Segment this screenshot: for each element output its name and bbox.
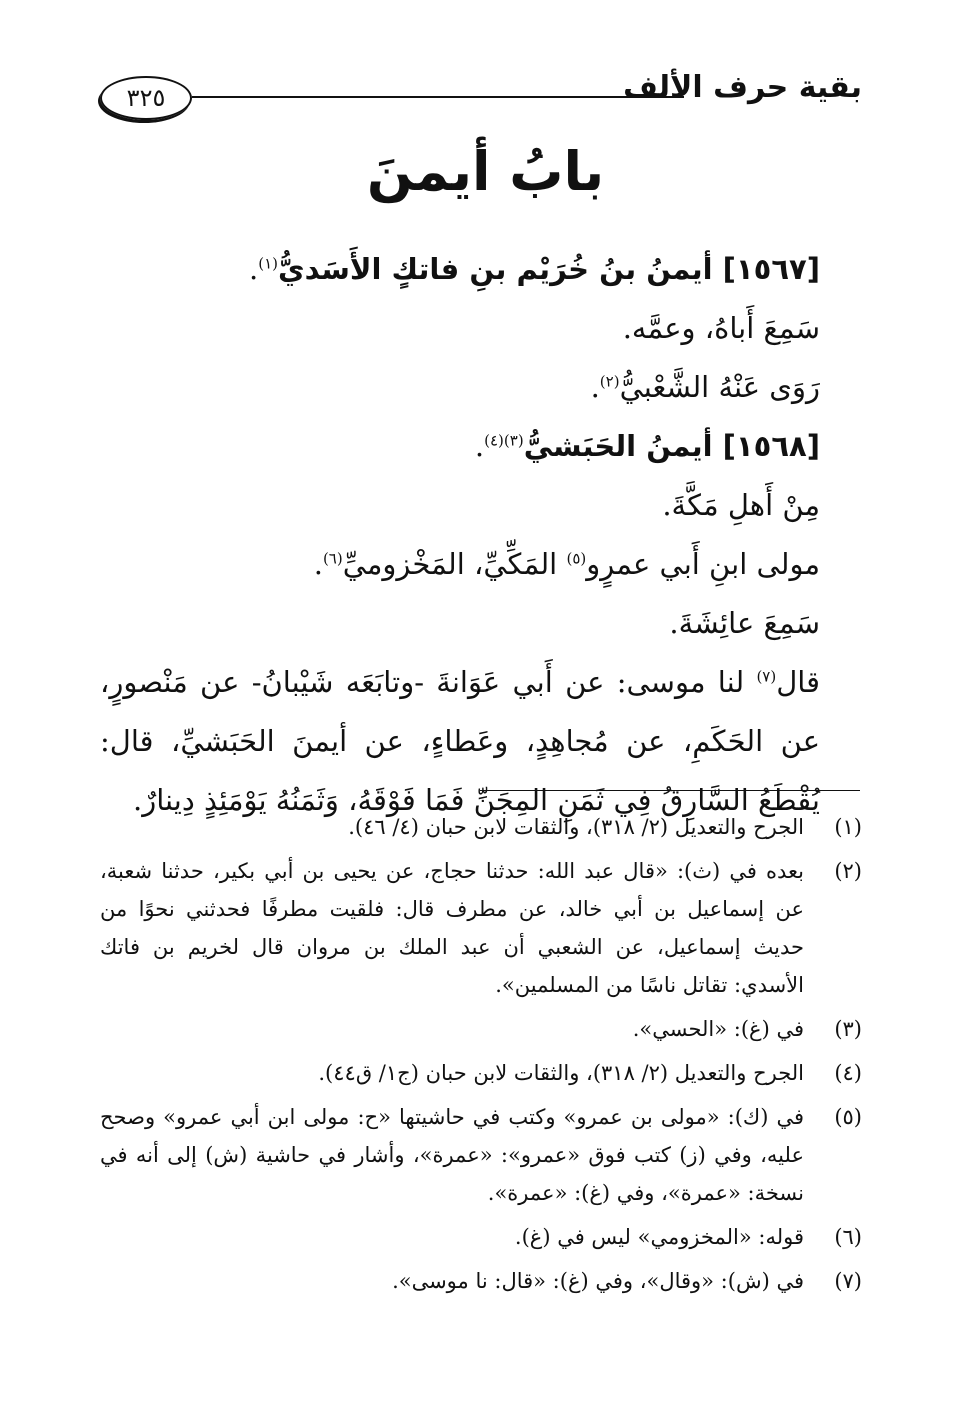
footnote-ref[interactable]: (٣)(٤)	[484, 431, 524, 450]
footnote-ref[interactable]: (٥)	[566, 549, 587, 568]
footnote-ref[interactable]: (١)	[258, 254, 279, 273]
footnote-item	[100, 1010, 862, 1048]
footnote-ref[interactable]: (٦)	[322, 549, 343, 568]
footnote-separator	[480, 790, 860, 791]
footnote-text: الجرح والتعديل (٢/ ٣١٨)، والثقات لابن حبان (ج١/ ق٤٤).	[318, 1061, 804, 1085]
footnote-item	[100, 1098, 862, 1212]
footnote-text: في (ك): «مولى بن عمرو» وكتب في حاشيتها «ح: مولى ابن أبي عمرو» وصحح عليه، وفي (ز) كتب فوق «عمرو»: «عمرة»، وأشار في حاشية (ش) إلى أنه في نسخة: «عمرة»، وفي (غ): «عمرة».	[100, 1105, 804, 1205]
footnote-number: (٢)	[834, 859, 862, 883]
entry-line-text: المَكِّيِّ، المَخْزوميِّ	[342, 547, 567, 581]
paragraph-text: لنا موسى: عن أَبي عَوَانةَ -وتابَعَه شَيْبانُ- عن مَنْصورٍ، عن الحَكَمِ، عن مُجاهِدٍ، وعَطاءٍ، عن أيمنَ الحَبَشيِّ، قال: يُقْطَعُ السَّارِقُ فِي ثَمَنِ المِجَنِّ فَمَا فَوْقَهُ، وَثَمَنُهُ يَوْمَئِذٍ دِينارٌ.	[100, 665, 820, 817]
footnote-item	[100, 1054, 862, 1092]
footnote-number: (٥)	[834, 1105, 862, 1129]
entry-line: مِنْ أَهلِ مَكَّةَ.	[662, 488, 820, 522]
footnote-number: (٣)	[834, 1017, 862, 1041]
entry-paragraph	[100, 653, 820, 830]
chapter-title: بابُ أيمنَ	[366, 140, 605, 203]
footnote-text: قوله: «المخزومي» ليس في (غ).	[514, 1225, 804, 1249]
footnote-text: في (غ): «الحسي».	[632, 1017, 804, 1041]
footnote-item	[100, 808, 862, 846]
punctuation: .	[313, 547, 323, 581]
entry-line	[100, 358, 820, 417]
footnote-item	[100, 852, 862, 1004]
footnote-text: في (ش): «وقال»، وفي (غ): «قال: نا موسى».	[392, 1269, 804, 1293]
punctuation: .	[249, 252, 259, 286]
footnote-number: (١)	[834, 815, 862, 839]
entry-heading-1568	[100, 417, 820, 476]
main-text	[100, 240, 820, 830]
entry-heading-1567	[100, 240, 820, 299]
entry-heading-text: [١٥٦٨] أيمنُ الحَبَشيُّ	[523, 429, 820, 463]
footnote-text: الجرح والتعديل (٢/ ٣١٨)، والثقات لابن حبان (٤/ ٤٦).	[348, 815, 804, 839]
entry-heading-text: [١٥٦٧] أيمنُ بنُ خُرَيْم بنِ فاتكٍ الأَسَديُّ	[278, 252, 820, 286]
footnote-number: (٤)	[834, 1061, 862, 1085]
footnote-item	[100, 1218, 862, 1256]
running-header	[100, 70, 862, 126]
page-number: ٣٢٥	[100, 76, 192, 120]
entry-line	[100, 535, 820, 594]
entry-line-text: رَوَى عَنْهُ الشَّعْبيُّ	[619, 370, 820, 404]
running-header-title: بقية حرف الألف	[623, 70, 862, 105]
entry-line-text: مولى ابنِ أَبي عمرٍو	[586, 547, 820, 581]
footnote-number: (٦)	[834, 1225, 862, 1249]
paragraph-text: قال	[776, 665, 820, 699]
footnotes	[100, 808, 862, 1306]
entry-line: سَمِعَ أَباهُ، وعمَّه.	[622, 311, 820, 345]
punctuation: .	[474, 429, 485, 463]
footnote-ref[interactable]: (٢)	[599, 372, 620, 391]
entry-line: سَمِعَ عائِشَةَ.	[669, 606, 820, 640]
footnote-text: بعده في (ث): «قال عبد الله: حدثنا حجاج، عن يحيى بن أبي بكير، حدثنا شعبة، عن إسماعيل بن أبي خالد، عن مطرف قال: فلقيت مطرفًا فحدثني نحوًا من حديث إسماعيل، عن الشعبي أن عبد الملك بن مروان قال لخريم بن فاتك الأسدي: تقاتل ناسًا من المسلمين».	[100, 859, 804, 997]
footnote-item	[100, 1262, 862, 1300]
punctuation: .	[590, 370, 600, 404]
footnote-number: (٧)	[834, 1269, 862, 1293]
header-rule	[192, 96, 684, 98]
footnote-ref[interactable]: (٧)	[756, 667, 777, 686]
